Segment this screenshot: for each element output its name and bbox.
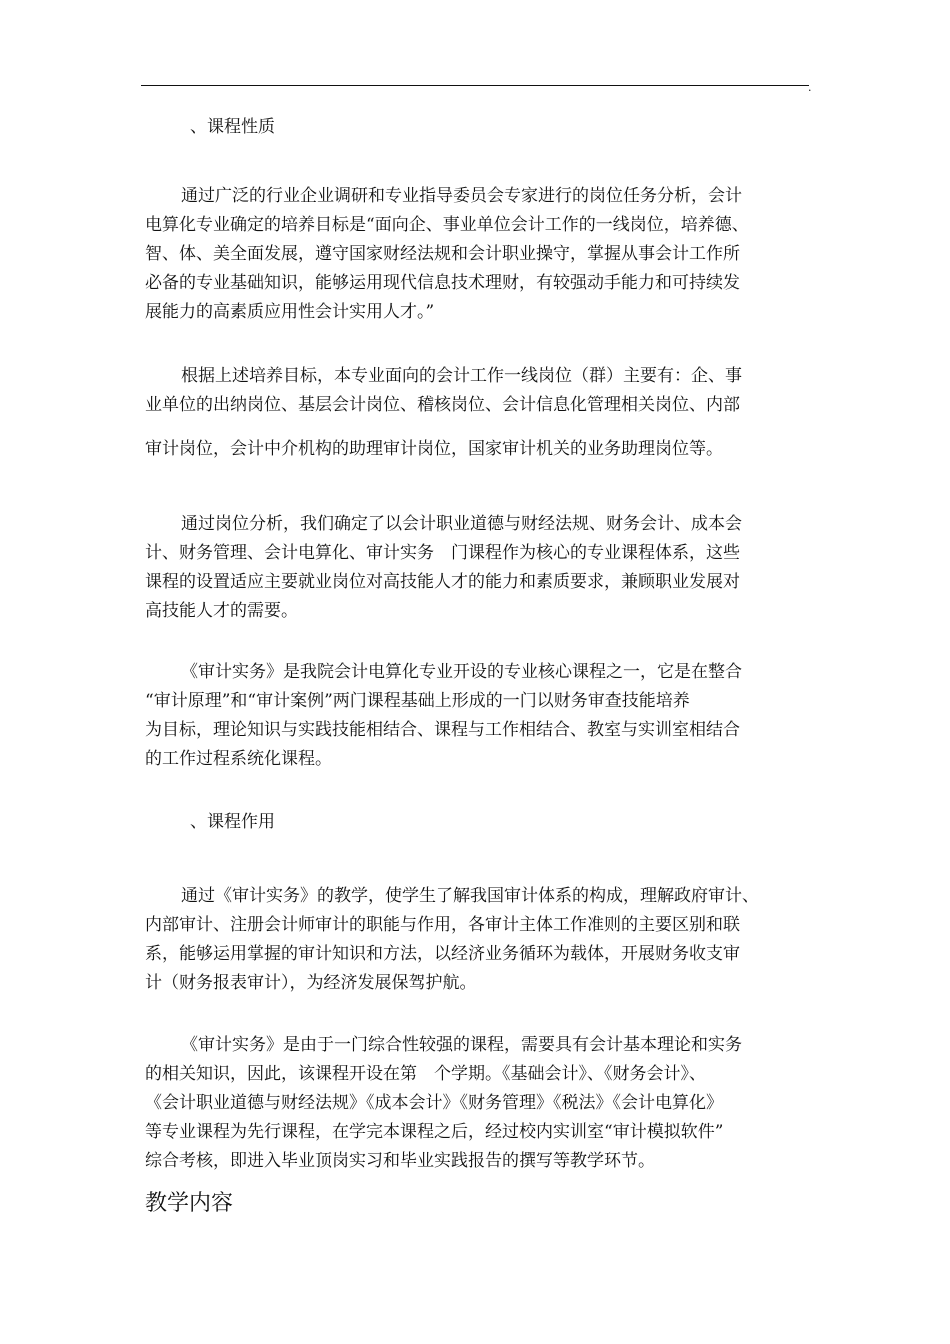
- paragraph-line: 的相关知识，因此，该课程开设在第 个学期。《基础会计》、《财务会计》、: [145, 1064, 706, 1084]
- paragraph-line: 通过《审计实务》的教学，使学生了解我国审计体系的构成，理解政府审计、: [181, 886, 759, 906]
- paragraph-line: 《审计实务》是由于一门综合性较强的课程，需要具有会计基本理论和实务: [181, 1035, 742, 1055]
- paragraph-core-curriculum: [145, 510, 813, 626]
- paragraph-line: 课程的设置适应主要就业岗位对高技能人才的能力和素质要求，兼顾职业发展对: [145, 572, 740, 592]
- paragraph-line: 《会计职业道德与财经法规》《成本会计》《财务管理》《税法》《会计电算化》: [145, 1093, 723, 1113]
- paragraph-line: 通过岗位分析，我们确定了以会计职业道德与财经法规、财务会计、成本会: [181, 514, 742, 534]
- paragraph-line: 等专业课程为先行课程，在学完本课程之后，经过校内实训室“审计模拟软件”: [145, 1122, 724, 1142]
- paragraph-line: 高技能人才的需要。: [145, 601, 298, 621]
- paragraph-line: 审计岗位，会计中介机构的助理审计岗位，国家审计机关的业务助理岗位等。: [145, 439, 723, 459]
- paragraph-job-positions: [145, 362, 813, 464]
- paragraph-line: 的工作过程系统化课程。: [145, 749, 332, 769]
- paragraph-course-sequence: [145, 1031, 813, 1176]
- paragraph-line: 系，能够运用掌握的审计知识和方法，以经济业务循环为载体，开展财务收支审: [145, 944, 740, 964]
- header-rule: [141, 85, 809, 86]
- paragraph-line: 根据上述培养目标，本专业面向的会计工作一线岗位（群）主要有：企、事: [181, 366, 742, 386]
- paragraph-teaching-outcome: [145, 882, 813, 998]
- section-heading-course-nature: 、课程性质: [190, 117, 275, 137]
- paragraph-line: 计、财务管理、会计电算化、审计实务 门课程作为核心的专业课程体系，这些: [145, 543, 740, 563]
- paragraph-line: 智、体、美全面发展，遵守国家财经法规和会计职业操守，掌握从事会计工作所: [145, 244, 740, 264]
- paragraph-line: “审计原理”和“审计案例”两门课程基础上形成的一门以财务审查技能培养: [145, 691, 690, 711]
- paragraph-line: 电算化专业确定的培养目标是“面向企、事业单位会计工作的一线岗位，培养德、: [145, 215, 749, 235]
- header-mark: .: [808, 81, 812, 94]
- paragraph-line: 展能力的高素质应用性会计实用人才。”: [145, 302, 435, 322]
- paragraph-line: 通过广泛的行业企业调研和专业指导委员会专家进行的岗位任务分析，会计: [181, 186, 742, 206]
- paragraph-line: 计（财务报表审计），为经济发展保驾护航。: [145, 973, 477, 993]
- paragraph-line: 必备的专业基础知识，能够运用现代信息技术理财，有较强动手能力和可持续发: [145, 273, 740, 293]
- paragraph-audit-practice-intro: [145, 658, 813, 774]
- paragraph-line: 《审计实务》是我院会计电算化专业开设的专业核心课程之一，它是在整合: [181, 662, 742, 682]
- paragraph-line: 内部审计、注册会计师审计的职能与作用，各审计主体工作准则的主要区别和联: [145, 915, 740, 935]
- paragraph-line: 业单位的出纳岗位、基层会计岗位、稽核岗位、会计信息化管理相关岗位、内部: [145, 395, 740, 415]
- paragraph-line: 综合考核，即进入毕业顶岗实习和毕业实践报告的撰写等教学环节。: [145, 1151, 655, 1171]
- paragraph-line: 为目标，理论知识与实践技能相结合、课程与工作相结合、教室与实训室相结合: [145, 720, 740, 740]
- section-heading-course-role: 、课程作用: [190, 812, 275, 832]
- paragraph-training-goal: [145, 182, 813, 327]
- section-title-teaching-content: 教学内容: [145, 1191, 234, 1216]
